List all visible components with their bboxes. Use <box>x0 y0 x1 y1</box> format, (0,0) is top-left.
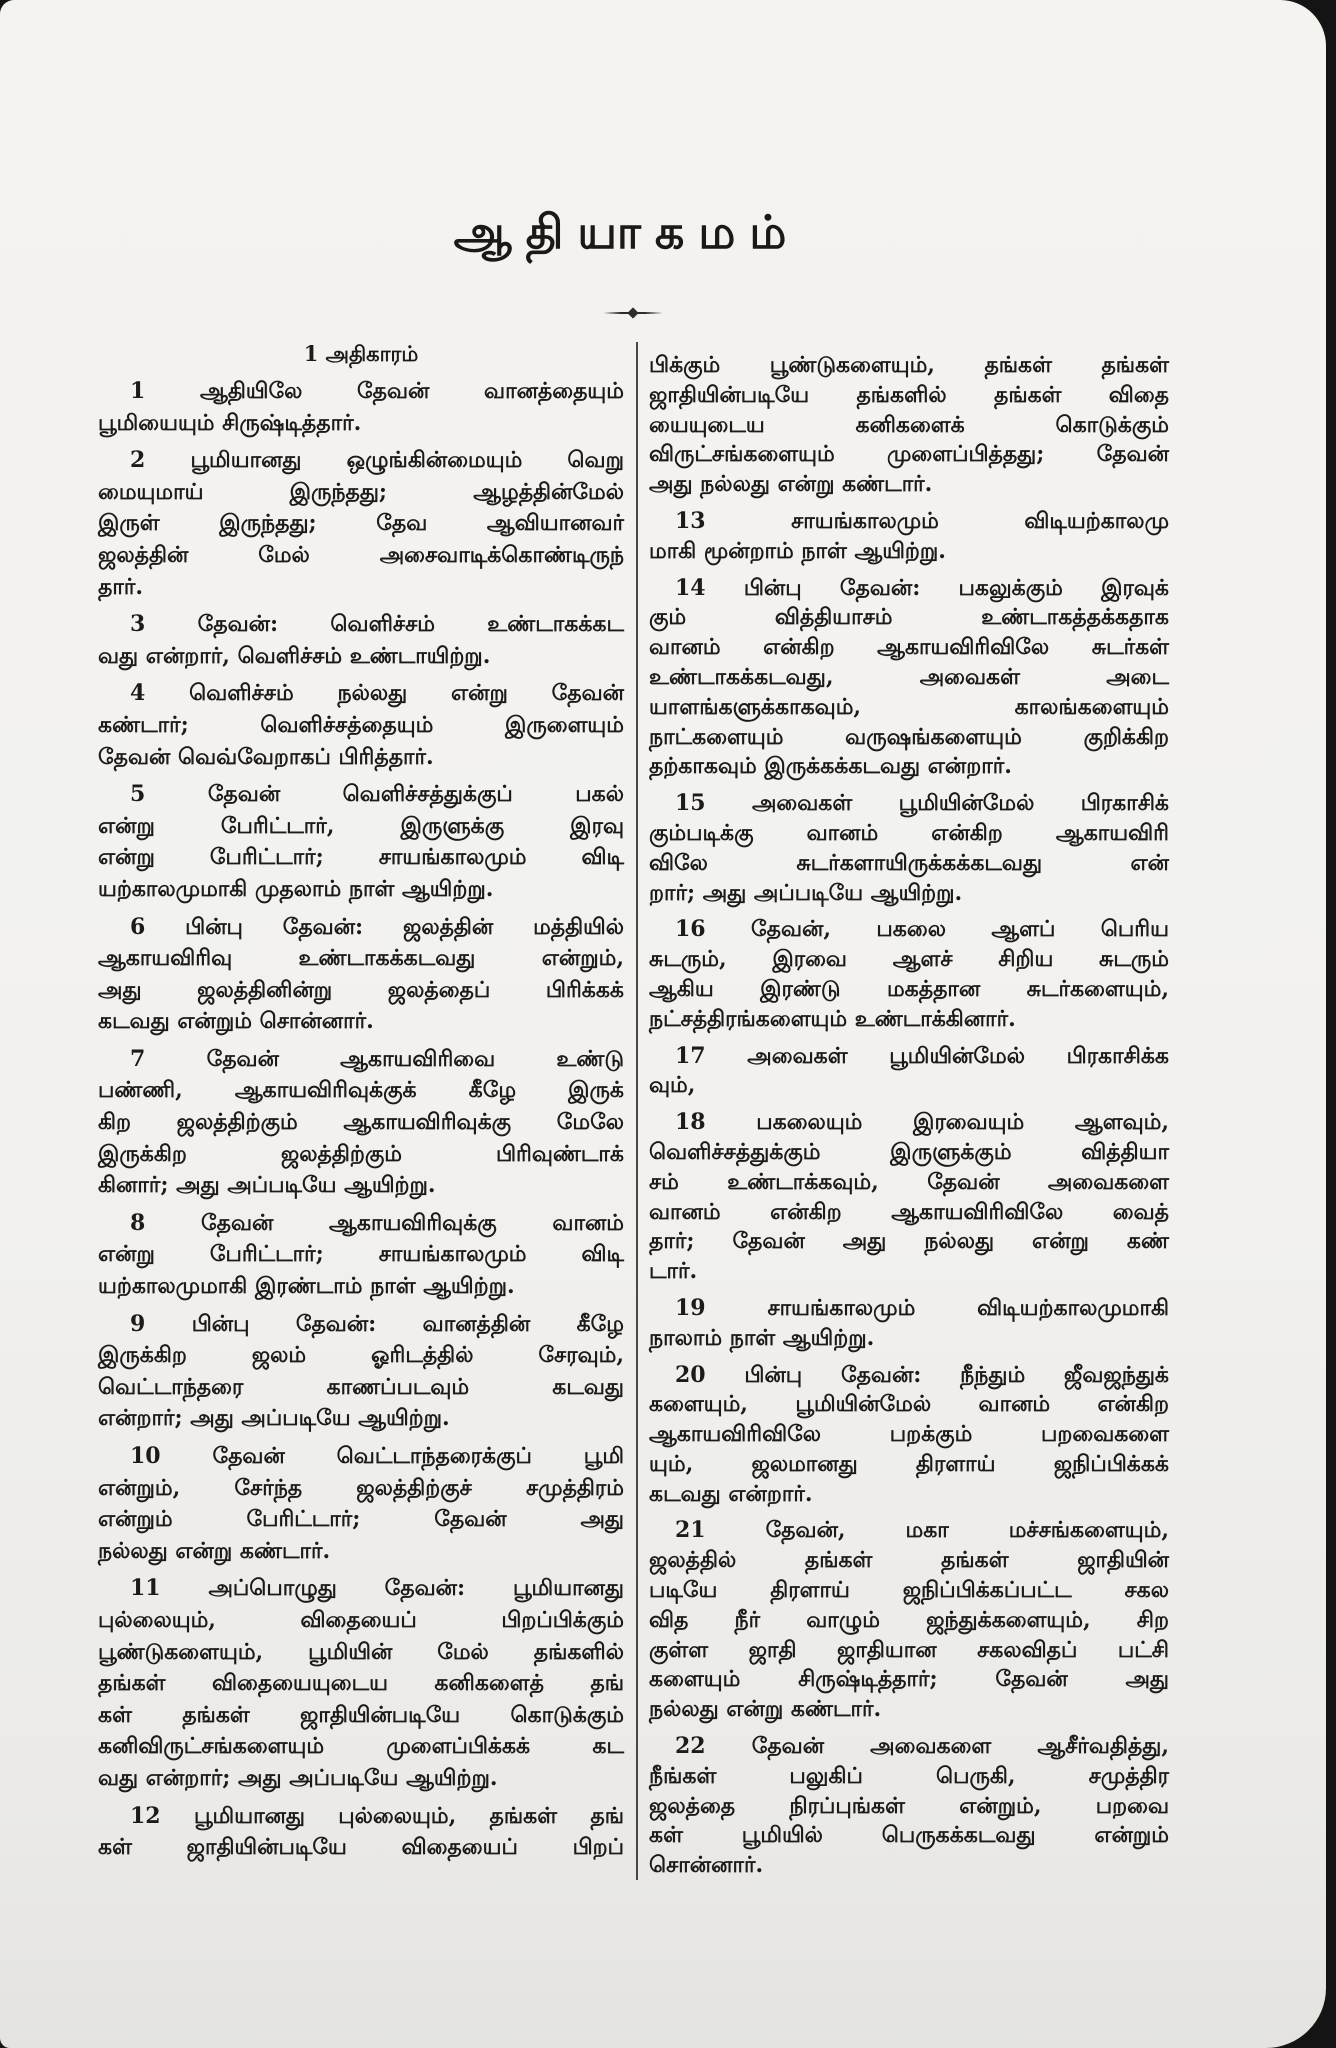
verse-line <box>649 470 1169 500</box>
verse-line <box>649 574 1169 604</box>
verse-text: ஆகாயவிரிவு உண்டாகக்கடவது என்றும், <box>98 945 624 972</box>
verse-line <box>98 874 624 906</box>
verse-line <box>649 819 1169 849</box>
verse-15 <box>649 789 1169 908</box>
verse-text: பூமியானது ஒழுங்கின்மையும் வெறு <box>190 447 624 474</box>
verse-7 <box>98 1044 624 1202</box>
verse-text: வும், <box>649 1072 696 1099</box>
verse-text: கள் தங்கள் ஜாதியின்படியே கொடுக்கும் <box>98 1701 624 1728</box>
verse-text: வது என்றார், வெளிச்சம் உண்டாயிற்று. <box>98 642 491 669</box>
left-column <box>98 338 624 1864</box>
verse-line <box>649 1546 1169 1576</box>
verse-line <box>98 1208 624 1240</box>
verse-text: கும்படிக்கு வானம் என்கிற ஆகாயவிரி <box>649 819 1169 846</box>
verse-line <box>98 477 624 509</box>
verse-10 <box>98 1441 624 1567</box>
verse-text: களையும், பூமியின்மேல் வானம் என்கிற <box>649 1391 1169 1418</box>
verse-number: 10 <box>130 1443 161 1469</box>
verse-number: 12 <box>130 1802 161 1829</box>
verse-line <box>98 1239 624 1271</box>
verse-text: தார். <box>98 573 143 600</box>
verse-line <box>98 376 624 408</box>
verse-text: என்றார்; அது அப்படியே ஆயிற்று. <box>98 1405 450 1432</box>
verse-line <box>649 915 1169 945</box>
verse-line <box>98 1107 624 1139</box>
verse-line <box>98 1504 624 1536</box>
verse-line <box>649 1390 1169 1420</box>
verse-text: பின்பு தேவன்: நீந்தும் ஜீவஜந்துக் <box>744 1361 1169 1388</box>
verse-text: அவைகள் பூமியின்மேல் பிரகாசிக் <box>751 790 1169 817</box>
verse-text: சாயங்காலமும் விடியற்காலமுமாகி <box>767 1294 1169 1321</box>
verse-line <box>98 1763 624 1795</box>
verse-number: 9 <box>130 1310 146 1337</box>
verse-line <box>649 351 1169 381</box>
verse-text: றார்; அது அப்படியே ஆயிற்று. <box>649 879 963 906</box>
verse-line <box>649 1576 1169 1606</box>
verse-17 <box>649 1042 1169 1102</box>
verse-number: 4 <box>130 680 146 707</box>
verse-21 <box>649 1516 1169 1725</box>
verse-line <box>649 1450 1169 1480</box>
verse-text: கடவது என்றார். <box>649 1480 813 1507</box>
verse-text: யற்காலமுமாகி முதலாம் நாள் ஆயிற்று. <box>98 875 494 902</box>
verse-text: பூண்டுகளையும், பூமியின் மேல் தங்களில் <box>98 1638 624 1665</box>
verse-line <box>649 975 1169 1005</box>
verse-line <box>98 572 624 604</box>
verse-text: நட்சத்திரங்களையும் உண்டாக்கினார். <box>649 1005 1016 1032</box>
verse-line <box>98 1536 624 1568</box>
verse-3 <box>98 609 624 672</box>
verse-number: 6 <box>130 913 146 940</box>
verse-text: பண்ணி, ஆகாயவிரிவுக்குக் கீழே இருக் <box>98 1077 624 1104</box>
verse-line <box>649 1227 1169 1257</box>
verse-number: 20 <box>675 1361 706 1388</box>
verse-line <box>98 1668 624 1700</box>
verse-line <box>649 1606 1169 1636</box>
verse-text: வானம் என்கிற ஆகாயவிரிவிலே வைத் <box>649 1198 1169 1225</box>
verse-number: 3 <box>130 611 146 638</box>
verse-text: என்று பேரிட்டார்; சாயங்காலமும் விடி <box>98 1241 624 1268</box>
verse-line <box>98 912 624 944</box>
verse-line <box>98 1309 624 1341</box>
verse-text: வெட்டாந்தரை காணப்படவும் கடவது <box>98 1373 624 1400</box>
verse-number: 8 <box>130 1209 146 1236</box>
verse-text: தங்கள் விதையையுடைய கனிகளைத் தங் <box>98 1670 624 1697</box>
verse-text: கள் ஜாதியின்படியே விதையைப் பிறப் <box>98 1834 624 1861</box>
verse-line <box>649 1762 1169 1792</box>
verse-text: ஆகிய இரண்டு மகத்தான சுடர்களையும், <box>649 975 1169 1002</box>
verse-2 <box>98 445 624 603</box>
verse-line <box>98 1637 624 1669</box>
verse-text: புல்லையும், விதையைப் பிறப்பிக்கும் <box>98 1606 624 1633</box>
verse-line <box>649 1851 1169 1881</box>
verse-text: அது ஜலத்தினின்று ஜலத்தைப் பிரிக்கக் <box>98 976 624 1003</box>
verse-line <box>649 1138 1169 1168</box>
verse-text: வெளிச்சத்துக்கும் இருளுக்கும் வித்தியா <box>649 1138 1169 1165</box>
verse-continuation <box>649 351 1169 500</box>
verse-number: 22 <box>675 1733 706 1760</box>
verse-line <box>98 508 624 540</box>
verse-line <box>98 1700 624 1732</box>
verse-line <box>649 411 1169 441</box>
verse-text: கடவது என்றும் சொன்னார். <box>98 1008 374 1035</box>
verse-line <box>98 1271 624 1303</box>
verse-text: யாளங்களுக்காகவும், காலங்களையும் <box>649 693 1169 720</box>
verse-number: 17 <box>675 1042 706 1069</box>
verse-text: மையுமாய் இருந்தது; ஆழத்தின்மேல் <box>98 478 624 505</box>
verse-5 <box>98 779 624 905</box>
verse-number: 11 <box>130 1575 161 1602</box>
title-ornament <box>603 312 663 314</box>
verse-14 <box>649 574 1169 783</box>
verse-text: தேவன் வெட்டாந்தரைக்குப் பூமி <box>212 1443 624 1469</box>
verse-text: மாகி மூன்றாம் நாள் ஆயிற்று. <box>649 537 946 564</box>
verse-line <box>649 1294 1169 1324</box>
verse-line <box>98 1170 624 1202</box>
verse-text: வித நீர் வாழும் ஜந்துக்களையும், சிற <box>649 1606 1169 1633</box>
verse-11 <box>98 1573 624 1794</box>
verse-line <box>649 693 1169 723</box>
verse-text: ஜலத்தின் மேல் அசைவாடிக்கொண்டிருந் <box>98 541 624 568</box>
verse-8 <box>98 1208 624 1303</box>
book-title: ஆதியாகமம் <box>453 205 801 259</box>
verse-text: தேவன்: வெளிச்சம் உண்டாகக்கட <box>197 611 624 638</box>
verse-text: கள் பூமியில் பெருகக்கடவது என்றும் <box>649 1822 1169 1849</box>
right-column <box>649 351 1169 1881</box>
verse-text: டார். <box>649 1258 698 1285</box>
verse-line <box>98 1006 624 1038</box>
verse-text: ஜாதியின்படியே தங்களில் தங்கள் விதை <box>649 381 1169 408</box>
verse-line <box>98 1340 624 1372</box>
verse-line <box>98 408 624 440</box>
verse-text: வது என்றார்; அது அப்படியே ஆயிற்று. <box>98 1764 498 1791</box>
verse-text: நீங்கள் பலுகிப் பெருகி, சமுத்திர <box>649 1762 1169 1789</box>
verse-text: இருக்கிற ஜலம் ஓரிடத்தில் சேரவும், <box>98 1342 624 1369</box>
verse-4 <box>98 678 624 773</box>
verse-line <box>98 1832 624 1864</box>
verse-number: 21 <box>675 1517 706 1544</box>
verse-text: யும், ஜலமானது திரளாய் ஜநிப்பிக்கக் <box>649 1450 1169 1477</box>
verse-line <box>98 678 624 710</box>
verse-line <box>98 1403 624 1435</box>
verse-13 <box>649 507 1169 567</box>
verse-line <box>98 609 624 641</box>
verse-12 <box>98 1801 624 1864</box>
verse-22 <box>649 1732 1169 1881</box>
verse-text: சாயங்காலமும் விடியற்காலமு <box>791 507 1169 534</box>
verse-line <box>649 1732 1169 1762</box>
verse-text: தேவன் ஆகாயவிரிவை உண்டு <box>206 1045 624 1072</box>
verse-line <box>98 1731 624 1763</box>
verse-line <box>649 1257 1169 1287</box>
verse-text: அவைகள் பூமியின்மேல் பிரகாசிக்க <box>747 1042 1169 1069</box>
verse-text: விருட்சங்களையும் முளைப்பித்தது; தேவன் <box>649 441 1169 468</box>
verse-number: 15 <box>675 790 706 817</box>
verse-line <box>649 1792 1169 1822</box>
verse-line <box>649 1042 1169 1072</box>
verse-line <box>649 879 1169 909</box>
verse-line <box>98 445 624 477</box>
verse-text: இருள் இருந்தது; தேவ ஆவியானவர் <box>98 510 624 537</box>
verse-line <box>649 663 1169 693</box>
verse-text: சொன்னார். <box>649 1852 764 1879</box>
verse-text: கும் வித்தியாசம் உண்டாகத்தக்கதாக <box>649 604 1169 631</box>
verse-text: நல்லது என்று கண்டார். <box>649 1696 882 1723</box>
verse-line <box>649 1361 1169 1391</box>
verse-line <box>649 1480 1169 1510</box>
verse-line <box>649 1324 1169 1354</box>
verse-line <box>98 540 624 572</box>
verse-text: பின்பு தேவன்: வானத்தின் கீழே <box>191 1310 624 1337</box>
verse-text: என்று பேரிட்டார்; சாயங்காலமும் விடி <box>98 844 624 871</box>
verse-text: களையும் சிருஷ்டித்தார்; தேவன் அது <box>649 1666 1169 1693</box>
verse-text: நாட்களையும் வருஷங்களையும் குறிக்கிற <box>649 723 1169 750</box>
verse-line <box>649 1420 1169 1450</box>
verse-line <box>98 842 624 874</box>
verse-line <box>649 440 1169 470</box>
verse-text: ஜலத்தில் தங்கள் தங்கள் ஜாதியின் <box>649 1547 1169 1574</box>
verse-text: தார்; தேவன் அது நல்லது என்று கண் <box>649 1228 1169 1255</box>
verse-number: 7 <box>130 1045 146 1072</box>
verse-text: கண்டார்; வெளிச்சத்தையும் இருளையும் <box>98 711 624 738</box>
verse-text: அது நல்லது என்று கண்டார். <box>649 471 933 498</box>
verse-text: தேவன், மகா மச்சங்களையும், <box>765 1517 1169 1544</box>
verse-number: 16 <box>675 916 706 943</box>
verse-line <box>98 1139 624 1171</box>
verse-text: வெளிச்சம் நல்லது என்று தேவன் <box>189 680 624 707</box>
verse-line <box>649 849 1169 879</box>
verse-line <box>649 752 1169 782</box>
verse-text: படியே திரளாய் ஜநிப்பிக்கப்பட்ட சகல <box>649 1577 1169 1604</box>
verse-text: தேவன் அவைகளை ஆசீர்வதித்து, <box>751 1733 1169 1760</box>
verse-line <box>98 811 624 843</box>
verse-text: கினார்; அது அப்படியே ஆயிற்று. <box>98 1172 436 1199</box>
verse-text: பின்பு தேவன்: ஜலத்தின் மத்தியில் <box>185 913 624 940</box>
verse-text: ஆதியிலே தேவன் வானத்தையும் <box>200 378 624 404</box>
verse-number: 18 <box>675 1109 706 1136</box>
verse-number: 5 <box>130 781 146 808</box>
verse-text: நல்லது என்று கண்டார். <box>98 1537 331 1564</box>
verse-text: என்றும் பேரிட்டார்; தேவன் அது <box>98 1506 624 1533</box>
verse-line <box>649 603 1169 633</box>
verse-line <box>98 1075 624 1107</box>
verse-text: ஜலத்தை நிரப்புங்கள் என்றும், பறவை <box>649 1792 1169 1819</box>
verse-text: யையுடைய கனிகளைக் கொடுக்கும் <box>649 411 1169 438</box>
verse-line <box>649 1168 1169 1198</box>
verse-6 <box>98 912 624 1038</box>
verse-text: தேவன் வெவ்வேறாகப் பிரித்தார். <box>98 743 434 770</box>
verse-line <box>649 945 1169 975</box>
verse-text: பிக்கும் பூண்டுகளையும், தங்கள் தங்கள் <box>649 352 1169 378</box>
verse-text: பின்பு தேவன்: பகலுக்கும் இரவுக் <box>743 574 1169 601</box>
verse-text: என்று பேரிட்டார், இருளுக்கு இரவு <box>98 812 624 839</box>
verse-number: 1 <box>130 378 146 404</box>
verse-line <box>98 1441 624 1473</box>
verse-16 <box>649 915 1169 1034</box>
verse-line <box>98 1473 624 1505</box>
verse-line <box>98 779 624 811</box>
verse-line <box>649 1695 1169 1725</box>
verse-text: பூமியையும் சிருஷ்டித்தார். <box>98 409 362 436</box>
verse-line <box>98 1372 624 1404</box>
verse-line <box>649 723 1169 753</box>
verse-20 <box>649 1361 1169 1510</box>
verse-9 <box>98 1309 624 1435</box>
verse-line <box>649 507 1169 537</box>
verse-line <box>649 1108 1169 1138</box>
verse-text: இருக்கிற ஜலத்திற்கும் பிரிவுண்டாக் <box>98 1140 624 1167</box>
verse-line <box>98 710 624 742</box>
verse-text: தேவன், பகலை ஆளப் பெரிய <box>751 916 1169 943</box>
verse-19 <box>649 1294 1169 1354</box>
chapter-heading: 1 அதிகாரம் <box>303 341 419 366</box>
verse-text: கனிவிருட்சங்களையும் முளைப்பிக்கக் கட <box>98 1733 624 1760</box>
verse-line <box>649 381 1169 411</box>
verse-line <box>98 1605 624 1637</box>
verse-line <box>649 1071 1169 1101</box>
verse-line <box>649 1516 1169 1546</box>
verse-text: என்றும், சேர்ந்த ஜலத்திற்குச் சமுத்திரம் <box>98 1474 624 1501</box>
verse-line <box>649 1665 1169 1695</box>
verse-text: சுடரும், இரவை ஆளச் சிறிய சுடரும் <box>649 946 1169 973</box>
verse-text: நாலாம் நாள் ஆயிற்று. <box>649 1324 875 1351</box>
verse-line <box>649 1005 1169 1035</box>
verse-text: சம் உண்டாக்கவும், தேவன் அவைகளை <box>649 1168 1169 1195</box>
verse-text: விலே சுடர்களாயிருக்கக்கடவது என் <box>649 849 1169 876</box>
verse-text: கிற ஜலத்திற்கும் ஆகாயவிரிவுக்கு மேலே <box>98 1109 624 1136</box>
verse-text: தேவன் ஆகாயவிரிவுக்கு வானம் <box>201 1209 624 1236</box>
column-divider <box>636 342 638 1880</box>
verse-line <box>98 641 624 673</box>
verse-text: தற்காகவும் இருக்கக்கடவது என்றார். <box>649 753 1012 780</box>
verse-text: அப்பொழுது தேவன்: பூமியானது <box>208 1575 624 1602</box>
verse-text: குள்ள ஜாதி ஜாதியான சகலவிதப் பட்சி <box>649 1636 1169 1663</box>
verse-line <box>98 1573 624 1605</box>
verse-line <box>98 1801 624 1833</box>
verse-line <box>649 1198 1169 1228</box>
verse-text: உண்டாகக்கடவது, அவைகள் அடை <box>649 663 1169 690</box>
verse-line <box>649 1636 1169 1666</box>
verse-text: பூமியானது புல்லையும், தங்கள் தங் <box>193 1802 624 1829</box>
verse-line <box>649 537 1169 567</box>
verse-line <box>98 742 624 774</box>
verse-line <box>649 789 1169 819</box>
verse-text: யற்காலமுமாகி இரண்டாம் நாள் ஆயிற்று. <box>98 1273 515 1300</box>
verse-18 <box>649 1108 1169 1287</box>
verse-line <box>98 943 624 975</box>
verse-number: 19 <box>675 1294 706 1321</box>
verse-text: வானம் என்கிற ஆகாயவிரிவிலே சுடர்கள் <box>649 634 1169 661</box>
verse-number: 14 <box>675 574 706 601</box>
verse-line <box>98 1044 624 1076</box>
verse-text: தேவன் வெளிச்சத்துக்குப் பகல் <box>207 781 624 808</box>
verse-text: பகலையும் இரவையும் ஆளவும், <box>756 1109 1169 1136</box>
verse-line <box>649 1821 1169 1851</box>
verse-1 <box>98 376 624 439</box>
verse-text: ஆகாயவிரிவிலே பறக்கும் பறவைகளை <box>649 1421 1169 1448</box>
verse-line <box>649 633 1169 663</box>
verse-line <box>98 975 624 1007</box>
verse-number: 13 <box>675 507 706 534</box>
verse-number: 2 <box>130 447 146 474</box>
